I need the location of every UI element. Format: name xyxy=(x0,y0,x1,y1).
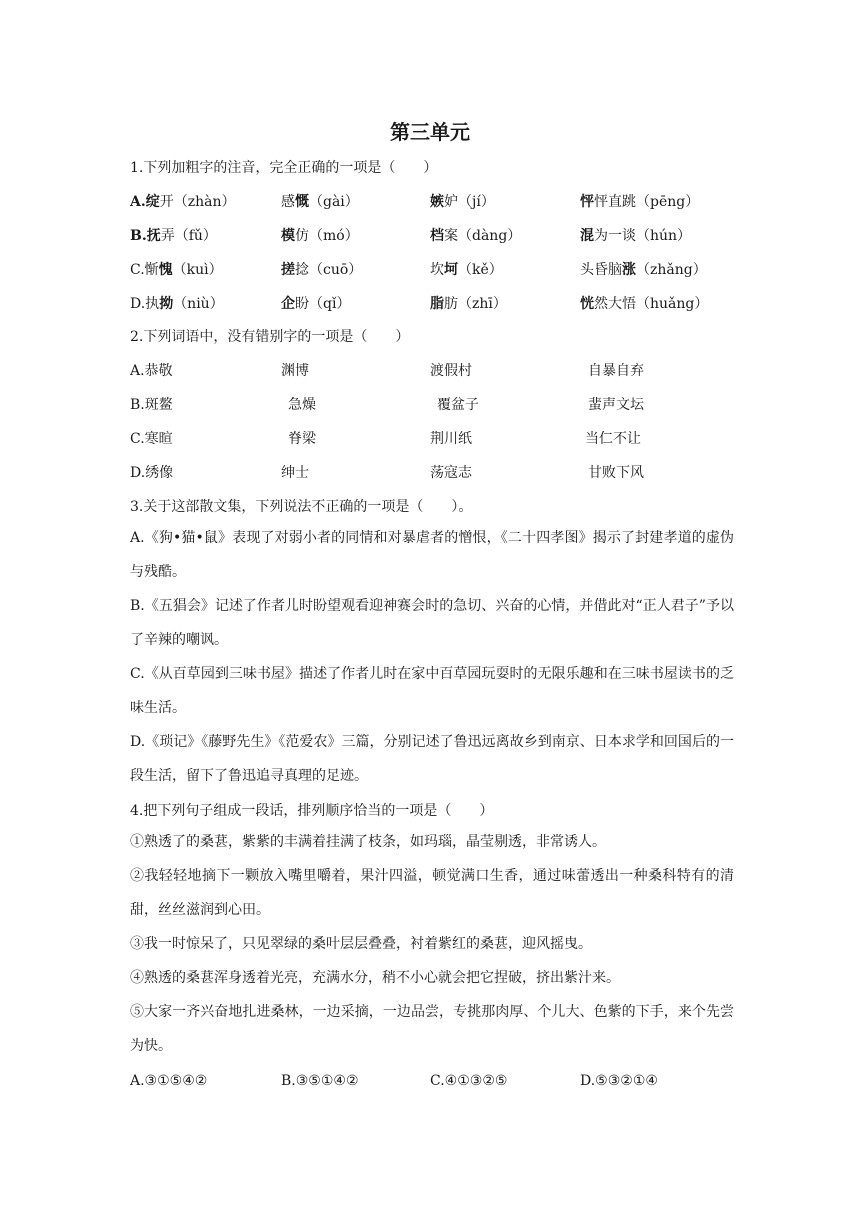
q2-a-2: 渊博 xyxy=(281,363,309,379)
q4-option-c: C.④①③②⑤ xyxy=(430,1073,508,1089)
q2-a-3: 渡假村 xyxy=(430,363,472,379)
q4-sentence-4: ④熟透的桑葚浑身透着光亮，充满水分，稍不小心就会把它捏破，挤出紫汁来。 xyxy=(130,970,620,986)
q1-d-2: 企盼（qǐ） xyxy=(281,296,351,312)
q1-c-1: C.惭愧（kuì） xyxy=(130,262,223,278)
q4-option-b: B.③⑤①④② xyxy=(281,1073,359,1089)
q1-d-1: D.执拗（niù） xyxy=(130,296,224,312)
q3-option-a: A.《狗•猫•鼠》表现了对弱小者的同情和对暴虐者的憎恨，《二十四孝图》揭示了封建孝道的虚伪与残酷。 xyxy=(130,530,734,580)
q2-a-1: A.恭敬 xyxy=(130,363,173,379)
q1-a-1: A.绽开（zhàn） xyxy=(130,194,236,210)
q1-c-2: 搓捻（cuō） xyxy=(281,262,363,278)
q2-d-3: 荡寇志 xyxy=(430,465,472,481)
q2-b-4: 蜚声文坛 xyxy=(588,397,644,413)
q4-sentence-3: ③我一时惊呆了，只见翠绿的桑叶层层叠叠，衬着紫红的桑葚，迎风摇曳。 xyxy=(130,936,592,952)
q1-b-4: 混为一谈（hún） xyxy=(580,228,692,244)
q4-sentence-5: ⑤大家一齐兴奋地扎进桑林，一边采摘，一边品尝，专挑那肉厚、个儿大、色紫的下手，来个先尝为快。 xyxy=(130,1004,734,1054)
q1-c-4: 头昏脑涨（zhǎng） xyxy=(580,262,707,278)
q1-b-2: 模仿（mó） xyxy=(281,228,359,244)
q2-d-1: D.绣像 xyxy=(130,465,174,481)
q2-b-2: 急燥 xyxy=(288,397,316,413)
q2-b-3: 覆盆子 xyxy=(437,397,479,413)
q4-sentence-1: ①熟透了的桑葚，紫紫的丰满着挂满了枝条，如玛瑙，晶莹剔透，非常诱人。 xyxy=(130,834,606,850)
q1-a-4: 怦怦直跳（pēng） xyxy=(580,194,700,210)
q3-stem: 3.关于这部散文集，下列说法不正确的一项是（ ）。 xyxy=(130,499,473,515)
q2-c-4: 当仁不让 xyxy=(585,431,641,447)
q2-b-1: B.斑鳌 xyxy=(130,397,173,413)
q2-d-4: 甘败下风 xyxy=(588,465,644,481)
q2-d-2: 绅士 xyxy=(281,465,309,481)
q2-c-3: 荆川纸 xyxy=(430,431,472,447)
q3-option-b: B.《五猖会》记述了作者儿时盼望观看迎神赛会时的急切、兴奋的心情，并借此对“正人君子”予以了辛辣的嘲讽。 xyxy=(130,598,734,648)
q4-sentence-2: ②我轻轻地摘下一颗放入嘴里嚼着，果汁四溢，顿觉满口生香，通过味蕾透出一种桑科特有的清甜，丝丝滋润到心田。 xyxy=(130,868,734,918)
q1-a-3: 嫉妒（jí） xyxy=(430,194,495,210)
q2-c-2: 脊梁 xyxy=(288,431,316,447)
page-title: 第三单元 xyxy=(390,120,470,144)
q2-c-1: C.寒暄 xyxy=(130,431,173,447)
q1-d-3: 脂肪（zhī） xyxy=(430,296,507,312)
q1-d-4: 恍然大悟（huǎng） xyxy=(580,296,709,312)
q1-c-3: 坎坷（kě） xyxy=(430,262,503,278)
q3-option-d: D.《琐记》《藤野先生》《范爱农》三篇，分别记述了鲁迅远离故乡到南京、日本求学和回国后的一段生活，留下了鲁迅追寻真理的足迹。 xyxy=(130,734,734,784)
q1-b-1: B.抚弄（fǔ） xyxy=(130,228,217,244)
q4-option-a: A.③①⑤④② xyxy=(130,1073,208,1089)
q1-a-2: 感慨（gài） xyxy=(281,194,359,210)
q4-stem: 4.把下列句子组成一段话，排列顺序恰当的一项是（ ） xyxy=(130,803,494,819)
q1-b-3: 档案（dàng） xyxy=(430,228,522,244)
q4-option-d: D.⑤③②①④ xyxy=(580,1073,658,1089)
q2-a-4: 自暴自弃 xyxy=(588,363,644,379)
q2-stem: 2.下列词语中，没有错别字的一项是（ ） xyxy=(130,329,410,345)
q3-option-c: C.《从百草园到三味书屋》描述了作者儿时在家中百草园玩耍时的无限乐趣和在三味书屋读书的乏味生活。 xyxy=(130,666,734,716)
q1-stem: 1.下列加粗字的注音，完全正确的一项是（ ） xyxy=(130,160,438,176)
